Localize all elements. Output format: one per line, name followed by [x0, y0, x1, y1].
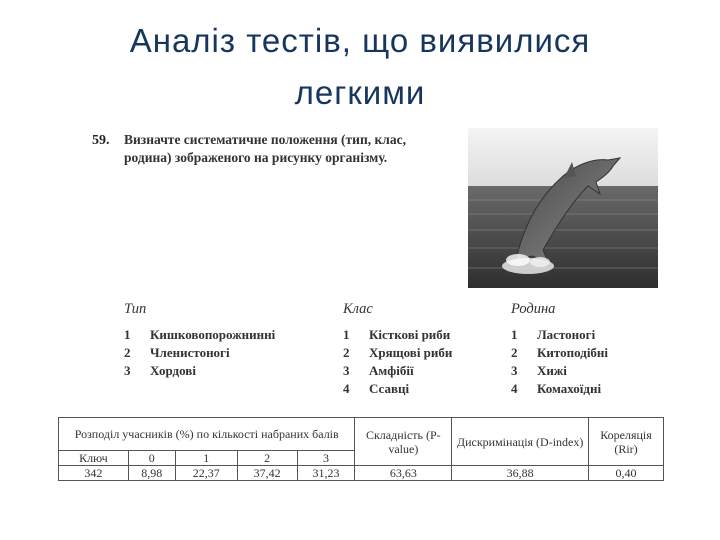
- item-statistics-table: [58, 417, 664, 481]
- question-number: 59.: [92, 133, 110, 148]
- family-option: 4 Комахоїдні: [511, 381, 602, 396]
- points-subheader: 0: [128, 451, 175, 466]
- correlation-value: 0,40: [589, 466, 664, 481]
- distribution-value: 8,98: [128, 466, 175, 481]
- slide-title-line1: Аналіз тестів, що виявилися: [129, 22, 591, 59]
- family-option: 1 Ластоногі: [511, 327, 596, 342]
- difficulty-value: 63,63: [355, 466, 452, 481]
- column-heading-type: Тип: [124, 301, 147, 317]
- key-value: 342: [59, 466, 129, 481]
- column-heading-family: Родина: [511, 301, 556, 317]
- family-option: 3 Хижі: [511, 363, 567, 378]
- column-heading-class: Клас: [343, 301, 373, 317]
- points-subheader: 2: [237, 451, 297, 466]
- question-text: Визначте систематичне положення (тип, клас, родина) зображеного на рисунку організму.: [124, 132, 406, 165]
- type-option: 1 Кишковопорожнинні: [124, 327, 276, 342]
- family-option: 2 Китоподібні: [511, 345, 609, 360]
- distribution-header: Розподіл учасників (%) по кількості набраних балів: [59, 418, 355, 451]
- discrimination-value: 36,88: [452, 466, 589, 481]
- slide-title-line2: легкими: [294, 74, 426, 111]
- discrimination-header: Дискримінація (D-index): [452, 418, 589, 466]
- key-subheader: Ключ: [59, 451, 129, 466]
- points-subheader: 3: [297, 451, 355, 466]
- difficulty-header: Складність (P-value): [355, 418, 452, 466]
- type-option: 3 Хордові: [124, 363, 196, 378]
- distribution-value: 37,42: [237, 466, 297, 481]
- distribution-value: 22,37: [175, 466, 237, 481]
- correlation-header: Кореляція (Rir): [589, 418, 664, 466]
- class-option: 2 Хрящові риби: [343, 345, 453, 360]
- points-subheader: 1: [175, 451, 237, 466]
- class-option: 3 Амфібії: [343, 363, 414, 378]
- distribution-value: 31,23: [297, 466, 355, 481]
- class-option: 4 Ссавці: [343, 381, 410, 396]
- class-option: 1 Кісткові риби: [343, 327, 451, 342]
- dolphin-photo: [468, 128, 658, 288]
- type-option: 2 Членистоногі: [124, 345, 230, 360]
